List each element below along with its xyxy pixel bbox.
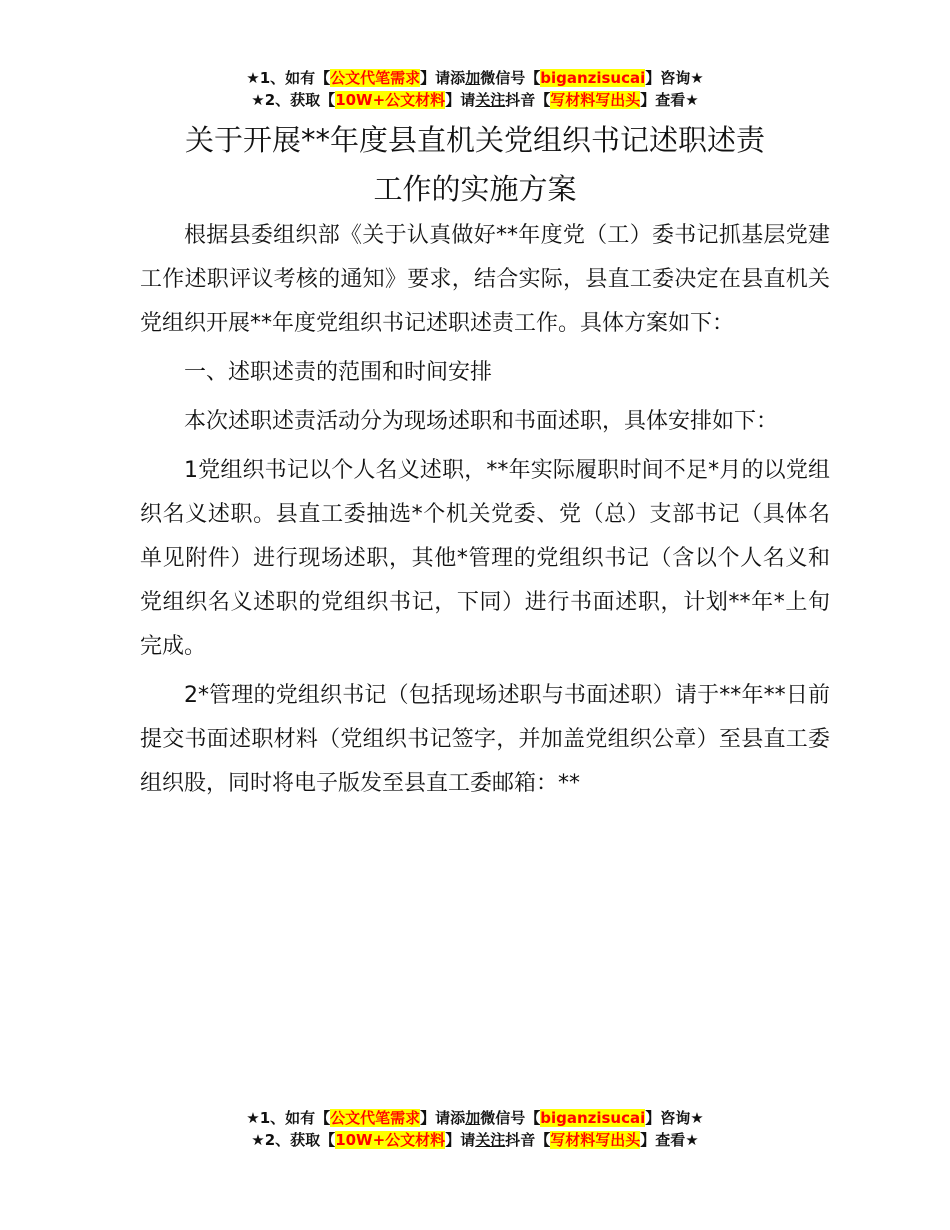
banner-line-1: [0, 67, 950, 89]
banner-text: 】请: [445, 1131, 476, 1149]
banner-highlight: 10W+公文材料: [335, 1131, 446, 1149]
banner-underline: 关注: [475, 1131, 506, 1149]
banner-text: 】咨询★: [645, 1109, 704, 1127]
paragraph: 本次述职述责活动分为现场述职和书面述职，具体安排如下：: [184, 409, 779, 434]
section-heading: 一、述职述责的范围和时间安排: [184, 360, 493, 385]
banner-text: 】请添: [420, 69, 466, 87]
banner-underline: 关注: [475, 91, 506, 109]
paragraph-item-2: 2*管理的党组织书记（包括现场述职与书面述职）请于**年**日前提交书面述职材料（党组织书记签字，并加盖党组织公章）至县直工委组织股，同时将电子版发至县直工委邮箱：**: [140, 683, 830, 796]
banner-text: 】请添: [420, 1109, 466, 1127]
banner-text: ★2、获取【: [251, 1131, 336, 1149]
banner-text: 微信号【: [480, 1109, 541, 1127]
header-banner: [0, 67, 950, 111]
banner-text: 】请: [445, 91, 476, 109]
banner-text: ★1、如有【: [246, 1109, 331, 1127]
banner-line-2: [0, 1129, 950, 1151]
title-line-2: 工作的实施方案: [373, 172, 577, 206]
banner-highlight: 写材料写出头: [550, 1131, 641, 1149]
banner-highlight: 10W+公文材料: [335, 91, 446, 109]
banner-text: 】查看★: [640, 1131, 699, 1149]
banner-underline: 加: [465, 1109, 481, 1127]
document-title: [0, 116, 950, 214]
banner-text: 微信号【: [480, 69, 541, 87]
banner-line-2: [0, 89, 950, 111]
document-body: [140, 214, 830, 811]
banner-highlight: biganzisucai: [540, 69, 646, 87]
paragraph-intro: 根据县委组织部《关于认真做好**年度党（工）委书记抓基层党建工作述职评议考核的通知》要求，结合实际，县直工委决定在县直机关党组织开展**年度党组织书记述职述责工作。具体方案如下：: [140, 223, 830, 336]
banner-text: ★2、获取【: [251, 91, 336, 109]
banner-text: 】咨询★: [645, 69, 704, 87]
title-line-1: 关于开展**年度县直机关党组织书记述职述责: [184, 123, 765, 157]
banner-underline: 加: [465, 69, 481, 87]
banner-text: 抖音【: [505, 91, 551, 109]
banner-text: ★1、如有【: [246, 69, 331, 87]
banner-highlight: 公文代笔需求: [330, 69, 421, 87]
banner-highlight: biganzisucai: [540, 1109, 646, 1127]
footer-banner: [0, 1107, 950, 1151]
paragraph-item-1: 1党组织书记以个人名义述职，**年实际履职时间不足*月的以党组织名义述职。县直工委抽选*个机关党委、党（总）支部书记（具体名单见附件）进行现场述职，其他*管理的党组织书记（含以个人名义和党组织名义述职的党组织书记，下同）进行书面述职，计划**年*上旬完成。: [140, 458, 830, 659]
banner-highlight: 公文代笔需求: [330, 1109, 421, 1127]
banner-text: 抖音【: [505, 1131, 551, 1149]
banner-text: 】查看★: [640, 91, 699, 109]
banner-highlight: 写材料写出头: [550, 91, 641, 109]
banner-line-1: [0, 1107, 950, 1129]
